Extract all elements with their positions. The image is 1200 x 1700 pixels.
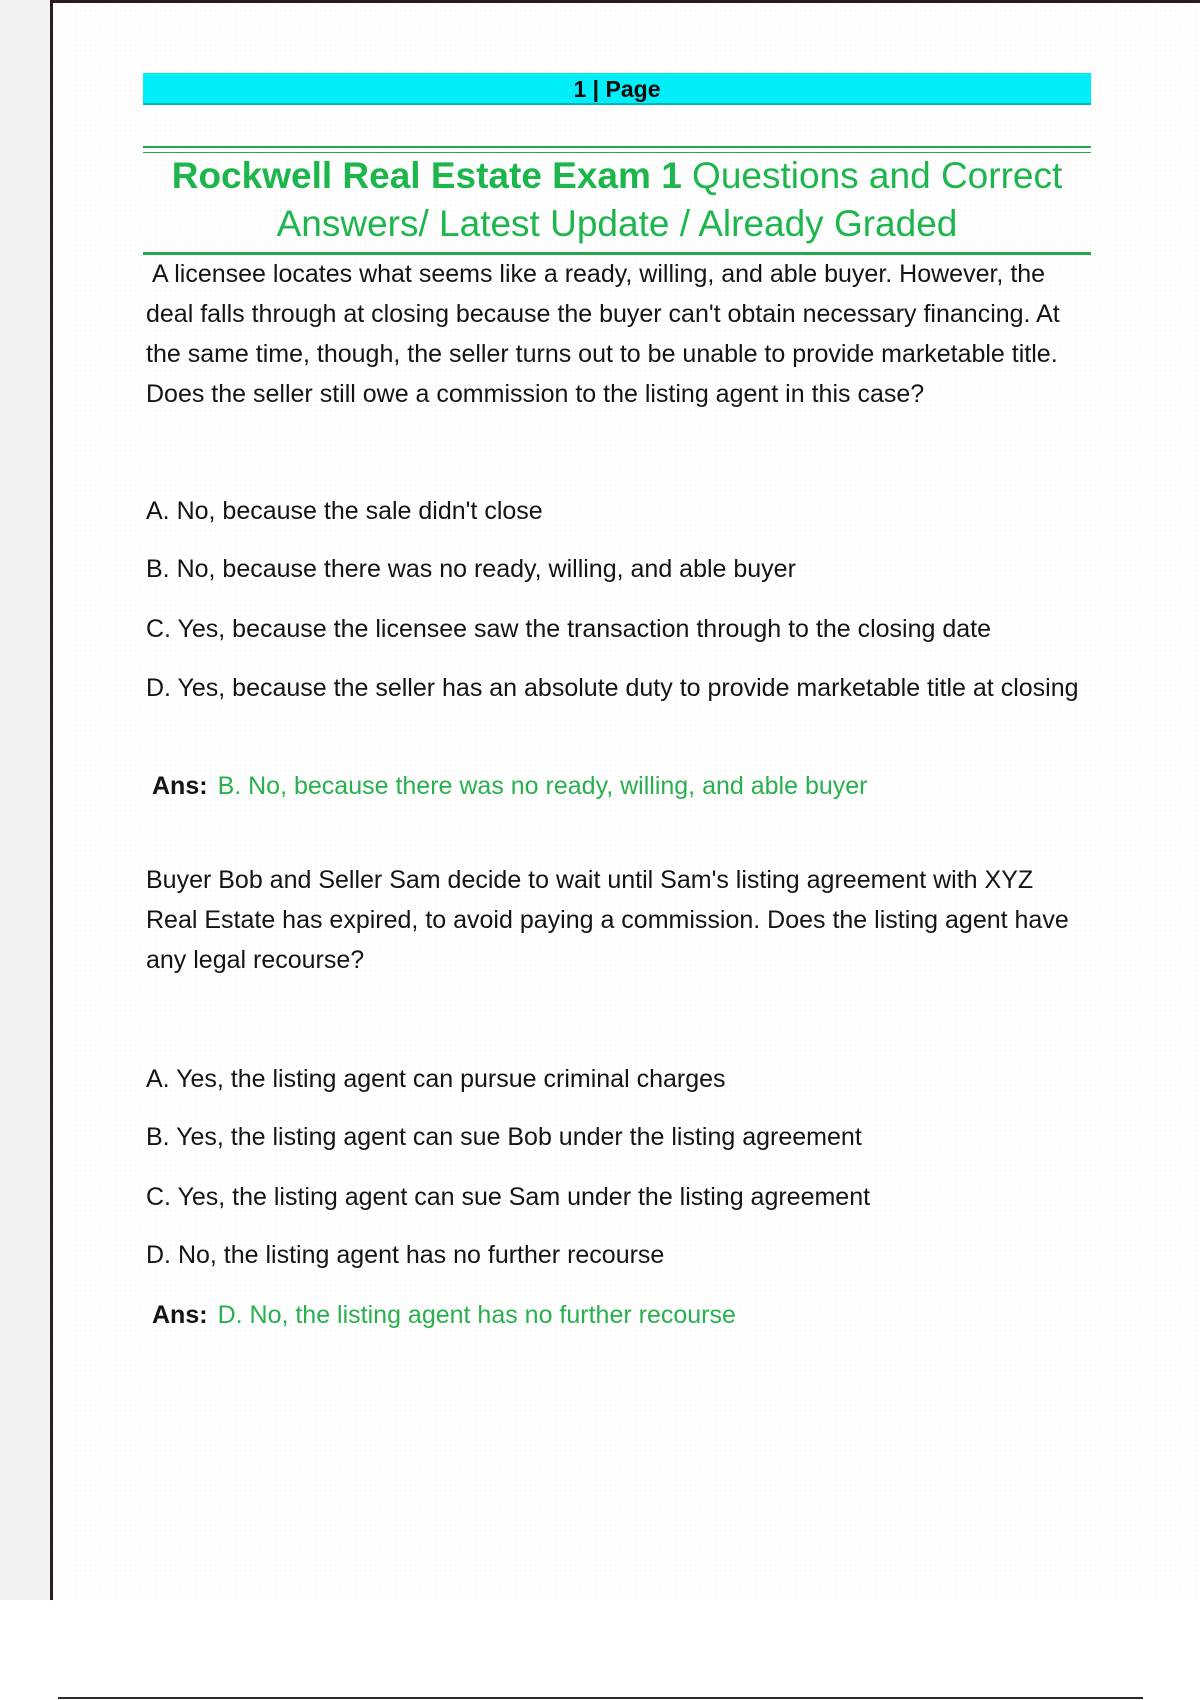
title-bold-part: Rockwell Real Estate Exam 1 <box>171 155 682 196</box>
answer-text: D. No, the listing agent has no further recourse <box>217 1301 736 1329</box>
page-header <box>143 73 1091 105</box>
title-rest-part: Questions and Correct Answers/ Latest Update / Already Graded <box>276 155 1063 244</box>
question-2-option-a: A. Yes, the listing agent can pursue criminal charges <box>146 1065 726 1093</box>
document-title <box>143 152 1091 248</box>
question-1-option-c: C. Yes, because the licensee saw the transaction through to the closing date <box>146 615 991 643</box>
answer-text: B. No, because there was no ready, willing, and able buyer <box>217 772 868 800</box>
question-1-option-b: B. No, because there was no ready, willing, and able buyer <box>146 555 796 583</box>
answer-label: Ans: <box>152 772 208 800</box>
question-2-answer <box>152 1296 736 1334</box>
question-2-option-b: B. Yes, the listing agent can sue Bob under the listing agreement <box>146 1123 862 1151</box>
question-2-option-c: C. Yes, the listing agent can sue Sam under the listing agreement <box>146 1183 871 1211</box>
answer-label: Ans: <box>152 1301 208 1329</box>
question-2-text: Buyer Bob and Seller Sam decide to wait until Sam's listing agreement with XYZ Real Estate has expired, to avoid paying a commission. Does the listing agent have any legal recourse? <box>146 866 1069 974</box>
footer-divider <box>58 1697 1143 1699</box>
question-1-option-a: A. No, because the sale didn't close <box>146 497 543 525</box>
question-1-option-d: D. Yes, because the seller has an absolute duty to provide marketable title at closing <box>146 674 1079 702</box>
question-2-option-d: D. No, the listing agent has no further recourse <box>146 1241 665 1269</box>
question-1-text: A licensee locates what seems like a ready, willing, and able buyer. However, the deal falls through at closing because the buyer can't obtain necessary financing. At the same time, though, the seller turns out to be unable to provide marketable title. Does the seller still owe a commission to the listing agent in this case? <box>146 260 1060 408</box>
margin-strip <box>0 0 50 1600</box>
question-1-answer <box>152 767 867 805</box>
page-number-label: 1 | Page <box>573 76 661 102</box>
